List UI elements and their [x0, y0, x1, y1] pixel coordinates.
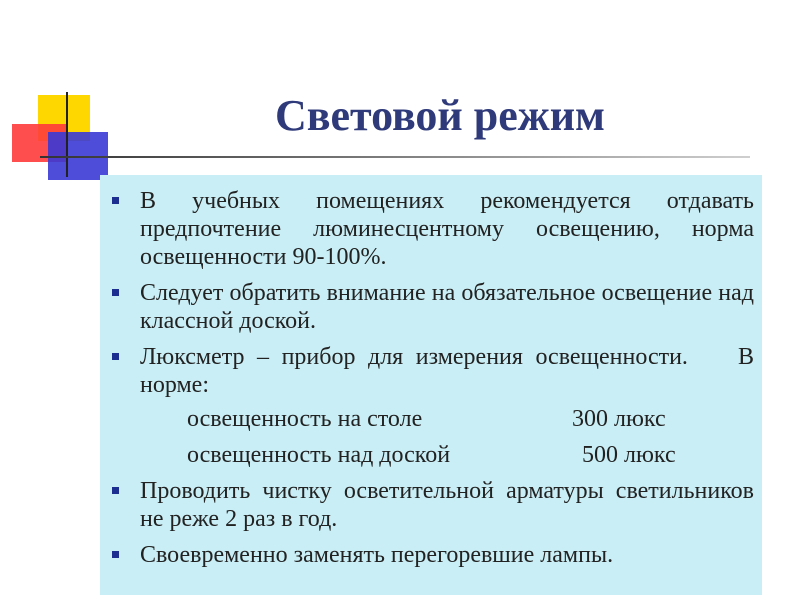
- norm-label: освещенность на столе: [187, 406, 423, 432]
- bullet-icon: [112, 353, 119, 360]
- bullet-icon: [112, 551, 119, 558]
- bullet-icon: [112, 289, 119, 296]
- bullet-icon: [112, 197, 119, 204]
- norm-row-board: [112, 437, 754, 473]
- bullet-item-lighting-recommendation: [112, 187, 754, 271]
- norm-row-desk: [112, 401, 754, 437]
- bullet-text: Следует обратить внимание на обязательное освещение над классной доской.: [140, 280, 754, 334]
- bullet-icon: [112, 487, 119, 494]
- bullet-text: Проводить чистку осветительной арматуры светильников не реже 2 раз в год.: [140, 478, 754, 532]
- slide-title: Световой режим: [274, 91, 606, 140]
- decor-vertical-line: [66, 92, 68, 177]
- bullet-item-luxmeter: [112, 343, 760, 399]
- bullet-item-replace-lamps: [112, 541, 754, 569]
- norm-value: 500 люкс: [582, 442, 676, 468]
- content-panel: [100, 175, 762, 595]
- norm-value: 300 люкс: [572, 406, 666, 432]
- title-underline: [40, 156, 750, 158]
- bullet-item-cleaning: [112, 477, 754, 533]
- norm-label: освещенность над доской: [187, 442, 451, 468]
- bullet-text: Своевременно заменять перегоревшие лампы.: [140, 542, 614, 568]
- bullet-text: В учебных помещениях рекомендуется отдавать предпочтение люминесцентному освещению, норма освещенности 90-100%.: [140, 188, 754, 270]
- bullet-item-board-lighting: [112, 279, 754, 335]
- bullet-text: Люксметр – прибор для измерения освещенности. В норме:: [140, 344, 760, 398]
